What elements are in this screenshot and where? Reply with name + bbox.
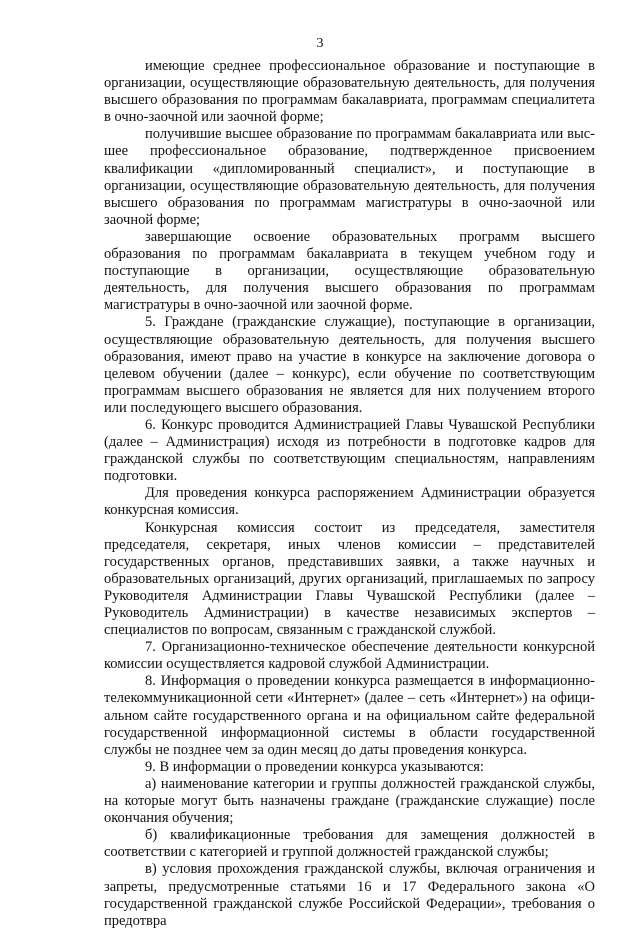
paragraph: 7. Организационно-техническое обеспечение деятельности конкурсной комиссии осуществляется кадровой службой Администрации. bbox=[104, 639, 595, 673]
paragraph: Конкурсная комиссия состоит из председателя, заместителя председателя, секретаря, иных членов комиссии – представителей государственных органов, представивших заявки, а также научных и образовательных организаций, других организаций, приглашаемых по запросу Руководителя Администрации Главы Чувашской Республики (далее – Руководитель Администрации) в качестве независимых экспертов – специалистов по вопросам, связанным с гражданской службой. bbox=[104, 519, 595, 639]
page-number: 3 bbox=[316, 36, 324, 51]
paragraph: завершающие освоение образовательных программ высшего образования по программам бакалавриата в текущем учебном году и поступающие в организации, осуществляющие образовательную деятельность, для получения высшего образования по программам магистратуры в очно-заочной или заочной форме. bbox=[104, 228, 595, 314]
paragraph: в) условия прохождения гражданской службы, включая ограничения и запреты, предусмотренные статьями 16 и 17 Федерального закона «О государственной гражданской службе Российской Федерации», требования о предотвра bbox=[104, 861, 595, 929]
paragraph: б) квалификационные требования для замещения должностей в соответствии с категорией и группой должностей гражданской службы; bbox=[104, 827, 595, 861]
paragraph: 6. Конкурс проводится Администрацией Главы Чувашской Республики (далее – Администрация) исходя из потребности в подготовке кадров для гражданской службы по соответствующим специальностям, направлениям подготовки. bbox=[104, 416, 595, 485]
paragraph: имеющие среднее профессиональное образование и поступающие в организации, осуществляющие образовательную деятельность, для получения высшего образования по программам бакалавриата, программам специалитета в очно-заочной или заочной форме; bbox=[104, 58, 595, 126]
paragraph: Для проведения конкурса распоряжением Администрации образуется конкурсная комиссия. bbox=[104, 485, 595, 519]
document-body bbox=[104, 58, 595, 930]
paragraph: 9. В информации о проведении конкурса указываются: bbox=[145, 758, 484, 775]
paragraph: получившие высшее образование по программам бакалавриата или высшее профессиональное образование, подтвержденное присвоением квалификации «дипломированный специалист», и поступающие в организации, осуществляющие образовательную деятельность, для получения высшего образования по программам магистратуры в очно-заочной или заочной форме; bbox=[104, 126, 595, 228]
paragraph: а) наименование категории и группы должностей гражданской службы, на которые могут быть назначены граждане (гражданские служащие) после окончания обучения; bbox=[104, 775, 595, 827]
paragraph: 5. Граждане (гражданские служащие), поступающие в организации, осуществляющие образовательную деятельность, для получения высшего образования, имеют право на участие в конкурсе на заключение договора о целевом обучении (далее – конкурс), если обучение по соответствующим программам высшего образования не является для них получением второго или последующего высшего образования. bbox=[104, 314, 595, 416]
paragraph: 8. Информация о проведении конкурса размещается в информационно-телекоммуникационной сети «Интернет» (далее – сеть «Интернет») на официальном сайте государственного органа и на официальном сайте федеральной государственной информационной системы в области государственной службы не позднее чем за один месяц до даты проведения конкурса. bbox=[104, 673, 595, 758]
